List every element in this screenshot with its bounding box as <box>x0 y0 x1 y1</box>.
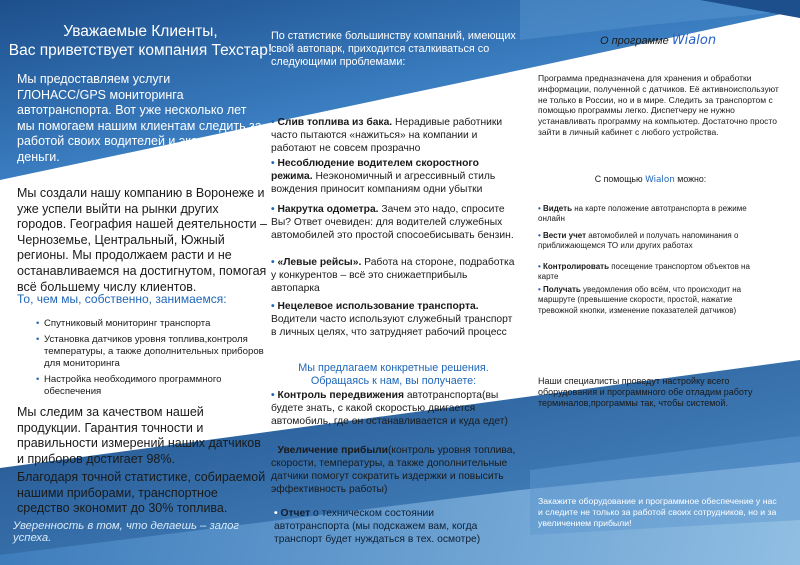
problem-text: Зачем это надо, спросите Вы? Ответ очевиден: для водителей служебных автомобилей это простой спосоебисывать бензин. <box>271 204 514 241</box>
problem-text: Неэкономичный и агрессивный стиль вождения приносит компаниям одни убытки <box>271 170 496 195</box>
benefit-title: Отчет <box>280 508 311 519</box>
problem-title: «Левые рейсы». <box>277 257 362 268</box>
intro-text: Мы предоставляем услуги ГЛОНАСС/GPS мониторинга автотранспорта. Вот уже несколько лет мы помогаем нашим клиентам следить за работой своих водителей и экономить деньги. <box>17 72 262 164</box>
benefit-item: • Отчет о техническом состоянии автотранспорта (мы подскажем вам, когда транспорт будет нуждаться в тех. осмотре) <box>274 508 481 545</box>
problem-text: Нерадивые работники часто пытаются «нажиться» на компании и работают не совсем прозрачно <box>271 117 503 154</box>
solutions-line-1: Мы предлагаем конкретные решения. <box>298 362 489 374</box>
greeting-line-2: Вас приветствует компания Техстар! <box>8 42 273 59</box>
benefit-text: о техническом состоянии автотранспорта (мы подскажем вам, когда транспорт будет нуждаться в тех. осмотре) <box>274 508 481 545</box>
specialists-text: Наши специалисты проведут настройку всего оборудования и программного обе отладим работу терминалов,программы так, чтобы системой. <box>538 376 753 409</box>
service-item: • Настройка необходимого программного обеспечения <box>36 374 266 398</box>
problem-title: Нецелевое использование транспорта. <box>277 301 479 312</box>
benefit-item: • Увеличение прибыли(контроль уровня топлива, скорости, температуры, а также дополнительные датчики помогут сократить издержки и повысить эффективность работы) <box>271 445 516 495</box>
closing-text: Закажите оборудование и программное обеспечение у нас и следите не только за работой своих сотрудников, но и за увеличением прибыли! <box>538 496 777 528</box>
services-list <box>36 318 266 402</box>
problem-item: • Несоблюдение водителем скоростного режима. Неэкономичный и агрессивный стиль вождения приносит компаниям одни убытки <box>271 158 496 195</box>
problem-title: Слив топлива из бака. <box>277 117 393 128</box>
benefit-item: • Контроль передвижения автотранспорта(вы будете знать, с какой скоростью двигается автомобиль, где он останавливается и куда едет) <box>271 390 508 427</box>
capability-item: • Контролировать посещение транспортом объектов на карте <box>538 262 750 282</box>
capability-title: Контролировать <box>543 262 609 271</box>
quality-text: Мы следим за качеством нашей продукции. Гарантия точности и правильности измерений наших датчиков и приборов достигает 98%. <box>17 405 261 466</box>
capabilities-heading <box>538 174 763 185</box>
wialon-name: Wialon <box>645 175 675 185</box>
capability-title: Видеть <box>543 204 572 213</box>
problems-intro: По статистике большинству компаний, имеющих свой автопарк, приходится сталкиваться со следующими проблемами: <box>271 30 516 69</box>
capability-item: • Видеть на карте положение автотранспорта в режиме онлайн <box>538 204 747 224</box>
capability-title: Вести учет <box>543 231 587 240</box>
about-label: О программе <box>600 35 669 47</box>
capability-text: автомобилей и получать напоминания о приближающемся ТО или других работах <box>538 231 739 251</box>
problem-text: Работа на стороне, подработка у конкурентов – всё это снижаетприбыль автопарка <box>271 257 515 294</box>
capability-item: • Вести учет автомобилей и получать напоминания о приближающемся ТО или других работах <box>538 231 739 251</box>
service-item: • Спутниковый мониторинг транспорта <box>36 318 266 330</box>
solutions-line-2: Обращаясь к нам, вы получаете: <box>310 375 477 387</box>
with-help-prefix: С помощью <box>594 174 643 184</box>
problem-item: • «Левые рейсы». Работа на стороне, подработка у конкурентов – всё это снижаетприбыль автопарка <box>271 257 515 294</box>
capability-title: Получать <box>543 285 581 294</box>
slogan: Уверенность в том, что делаешь – залог успеха. <box>13 520 239 544</box>
capability-text: уведомления обо всём, что происходит на маршруте (превышение скорости, простой, нажатие тревожной кнопки, изменение показателей датчиков) <box>538 285 742 315</box>
history-text: Мы создали нашу компанию в Воронеже и уже успели выйти на рынки других городов. География нашей деятельности – Черноземье, Центральный, Южный регионы. Мы продолжаем расти и не останавливаемся на достигнутом, помогая всё большему числу клиентов. <box>17 186 267 294</box>
program-description: Программа предназначена для хранения и обработки информации, полученной с датчиков. Её активноиспользуют не только в России, но и в мире. Следить за транспортом с помощью программы легко. Диспетчеру не нужно устанавливать программу на компьютер. Достаточно просто зайти в личный кабинет с любого устройства. <box>538 73 779 137</box>
about-program-heading <box>600 33 790 48</box>
capability-text: посещение транспортом объектов на карте <box>538 262 750 282</box>
with-help-suffix: можно: <box>677 174 707 184</box>
problem-title: Накрутка одометра. <box>277 204 379 215</box>
savings-text: Благодаря точной статистике, собираемой нашими приборами, транспортное средство экономит до 30% топлива. <box>17 470 266 516</box>
benefit-text: автотранспорта(вы будете знать, с какой скоростью двигается автомобиль, где он останавливается и куда едет) <box>271 390 508 427</box>
wialon-logo: Wialon <box>671 33 717 48</box>
service-item: • Установка датчиков уровня топлива,контроля температуры, а также дополнительных приборов для мониторинга <box>36 334 266 370</box>
greeting-line-1: Уважаемые Клиенты, <box>63 23 218 40</box>
problem-item: • Накрутка одометра. Зачем это надо, спросите Вы? Ответ очевиден: для водителей служебных автомобилей это простой спосоебисывать бензин. <box>271 204 514 241</box>
problem-text: Водители часто используют служебный транспорт в личных целях, что затрудняет рабочий процесс <box>271 313 513 338</box>
benefit-text: (контроль уровня топлива, скорости, температуры, а также дополнительные датчики помогут сократить издержки и повысить эффективность работы) <box>271 445 516 495</box>
greeting-title <box>8 22 273 60</box>
problem-item: • Слив топлива из бака. Нерадивые работники часто пытаются «нажиться» на компании и работают не совсем прозрачно <box>271 117 503 154</box>
benefit-title: Контроль передвижения <box>277 390 404 401</box>
benefit-title: Увеличение прибыли <box>277 445 388 456</box>
services-heading: То, чем мы, собственно, занимаемся: <box>17 292 227 306</box>
capability-item: • Получать уведомления обо всём, что происходит на маршруте (превышение скорости, простой, нажатие тревожной кнопки, изменение показателей датчиков) <box>538 285 742 315</box>
capability-text: на карте положение автотранспорта в режиме онлайн <box>538 204 747 224</box>
problem-title: Несоблюдение водителем скоростного режима. <box>271 158 479 182</box>
solutions-heading <box>271 362 516 388</box>
problem-item: • Нецелевое использование транспорта. Водители часто используют служебный транспорт в личных целях, что затрудняет рабочий процесс <box>271 301 513 338</box>
